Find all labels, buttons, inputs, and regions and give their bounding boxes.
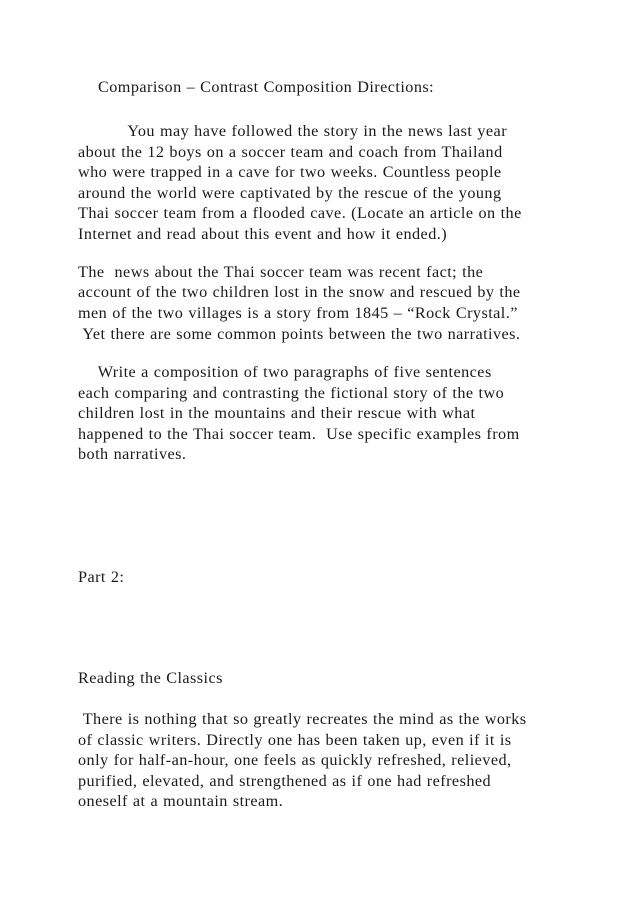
instructions-line-3: children lost in the mountains and their rescue with what [78,404,476,422]
instructions-line-2: each comparing and contrasting the fictional story of the two [78,384,505,402]
context-line-1: The news about the Thai soccer team was recent fact; the [78,263,484,281]
classics-line-2: of classic writers. Directly one has been taken up, even if it is [78,731,512,749]
instructions-line-1: Write a composition of two paragraphs of five sentences [78,363,492,381]
context-line-4: Yet there are some common points between the two narratives. [78,325,521,343]
context-line-2: account of the two children lost in the snow and rescued by the [78,283,521,301]
instructions-line-5: both narratives. [78,445,187,463]
composition-title: Comparison – Contrast Composition Directions: [78,78,435,96]
part2-heading: Part 2: [78,568,125,586]
intro-line-5: Thai soccer team from a flooded cave. (Locate an article on the [78,204,522,222]
classics-line-5: oneself at a mountain stream. [78,792,284,810]
intro-line-4: around the world were captivated by the rescue of the young [78,184,502,202]
intro-line-2: about the 12 boys on a soccer team and coach from Thailand [78,143,503,161]
section-heading: Reading the Classics [78,669,223,687]
intro-line-1: You may have followed the story in the news last year [78,122,508,140]
instructions-line-4: happened to the Thai soccer team. Use specific examples from [78,425,520,443]
classics-line-1: There is nothing that so greatly recreates the mind as the works [78,710,527,728]
intro-line-6: Internet and read about this event and how it ended.) [78,225,448,243]
classics-line-3: only for half-an-hour, one feels as quickly refreshed, relieved, [78,751,512,769]
context-line-3: men of the two villages is a story from 1845 – “Rock Crystal.” [78,304,518,322]
intro-line-3: who were trapped in a cave for two weeks. Countless people [78,163,502,181]
classics-line-4: purified, elevated, and strengthened as if one had refreshed [78,772,492,790]
